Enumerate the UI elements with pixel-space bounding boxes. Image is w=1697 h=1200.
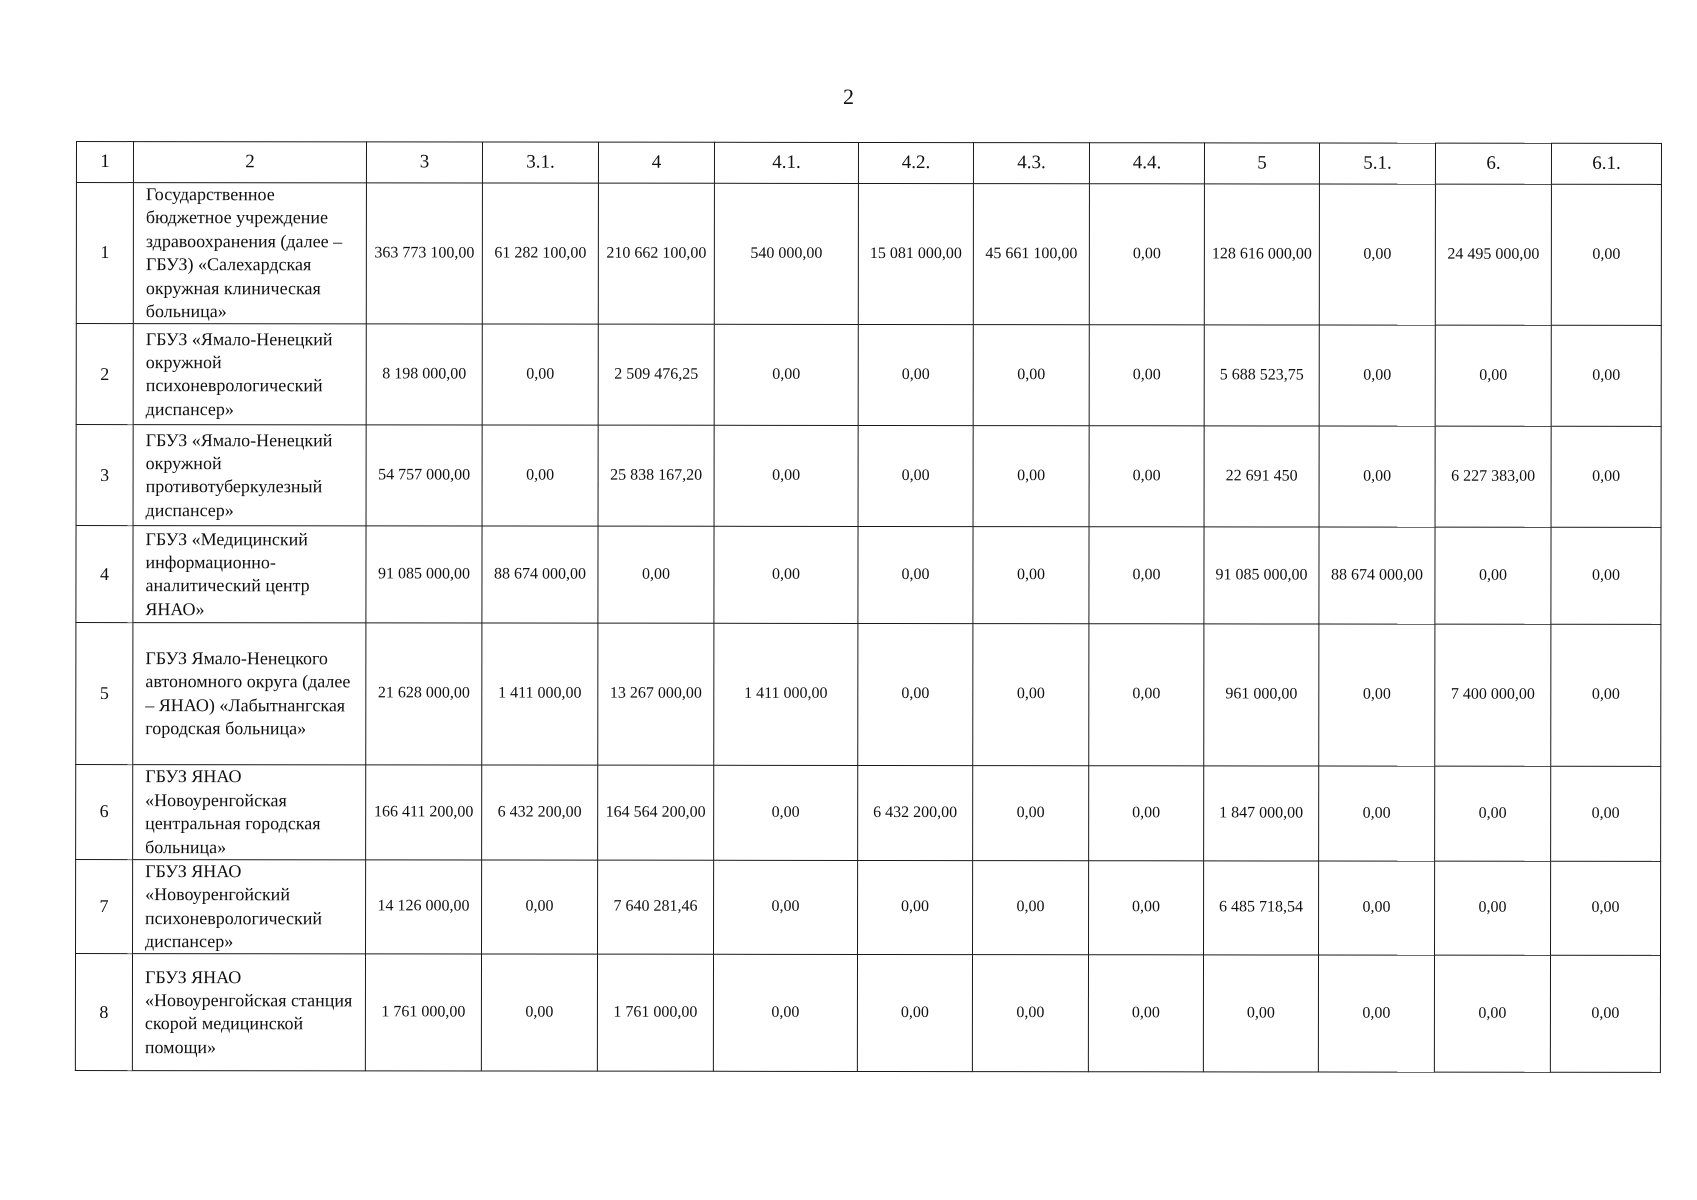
amount-cell: 25 838 167,20 — [598, 425, 714, 526]
amount-cell: 6 432 200,00 — [858, 766, 973, 861]
institution-name: ГБУЗ Ямало-Ненецкого автономного округа (далее – ЯНАО) «Лабытнангская городская больница» — [133, 623, 366, 765]
amount-cell: 1 847 000,00 — [1204, 766, 1319, 861]
column-header: 4.4. — [1089, 143, 1204, 184]
column-header: 4.2. — [858, 142, 973, 183]
amount-cell: 0,00 — [1551, 326, 1661, 427]
institution-name: ГБУЗ ЯНАО «Новоуренгойский психоневрологический диспансер» — [133, 859, 366, 954]
amount-cell: 128 616 000,00 — [1204, 184, 1319, 325]
amount-cell: 88 674 000,00 — [1319, 527, 1435, 624]
row-number: 8 — [75, 954, 132, 1071]
row-number: 7 — [76, 859, 133, 954]
institution-name: ГБУЗ «Медицинский информационно-аналитический центр ЯНАО» — [133, 526, 366, 623]
amount-cell: 0,00 — [1089, 426, 1204, 527]
amount-cell: 0,00 — [1551, 427, 1661, 528]
amount-cell: 0,00 — [1435, 528, 1551, 625]
amount-cell: 45 661 100,00 — [973, 184, 1089, 325]
amount-cell: 0,00 — [972, 955, 1088, 1072]
institution-name: ГБУЗ «Ямало-Ненецкий окружной противотуберкулезный диспансер» — [133, 425, 366, 526]
table-body — [75, 183, 1661, 1073]
amount-cell: 1 411 000,00 — [482, 623, 598, 765]
row-number: 1 — [76, 183, 133, 324]
column-header: 5.1. — [1319, 143, 1435, 184]
column-header: 5 — [1204, 143, 1319, 184]
amount-cell: 0,00 — [1435, 767, 1551, 862]
amount-cell: 88 674 000,00 — [482, 526, 598, 623]
amount-cell: 0,00 — [1319, 184, 1435, 325]
row-number: 4 — [76, 526, 133, 623]
amount-cell: 91 085 000,00 — [1204, 527, 1319, 624]
row-number: 3 — [76, 425, 133, 526]
amount-cell: 961 000,00 — [1204, 624, 1319, 766]
amount-cell: 1 411 000,00 — [714, 624, 858, 766]
column-header: 4.1. — [714, 142, 858, 183]
amount-cell: 54 757 000,00 — [366, 425, 482, 526]
amount-cell: 540 000,00 — [714, 183, 858, 325]
amount-cell: 1 761 000,00 — [365, 954, 481, 1071]
amount-cell: 0,00 — [1434, 956, 1550, 1073]
amount-cell: 22 691 450 — [1204, 426, 1319, 527]
amount-cell: 164 564 200,00 — [598, 765, 714, 860]
institution-name: Государственное бюджетное учреждение здравоохранения (далее – ГБУЗ) «Салехардская окружная клиническая больница» — [133, 183, 366, 325]
amount-cell: 0,00 — [1089, 624, 1204, 766]
column-header: 6. — [1435, 143, 1551, 184]
amount-cell: 0,00 — [714, 527, 858, 624]
amount-cell: 0,00 — [973, 624, 1089, 766]
amount-cell: 0,00 — [1551, 767, 1661, 862]
amount-cell: 0,00 — [1319, 861, 1435, 956]
column-header: 3 — [366, 142, 482, 183]
row-number: 5 — [76, 623, 133, 765]
amount-cell: 0,00 — [858, 624, 973, 766]
institution-name: ГБУЗ ЯНАО «Новоуренгойская станция скорой медицинской помощи» — [132, 954, 365, 1071]
amount-cell: 2 509 476,25 — [598, 324, 714, 425]
amount-cell: 0,00 — [1551, 184, 1661, 325]
table-row — [76, 183, 1661, 326]
amount-cell: 0,00 — [973, 861, 1089, 956]
amount-cell: 7 400 000,00 — [1435, 625, 1551, 767]
amount-cell: 13 267 000,00 — [598, 623, 714, 765]
column-header: 1 — [76, 142, 133, 183]
page-number: 2 — [843, 84, 854, 109]
amount-cell: 0,00 — [1435, 326, 1551, 427]
amount-cell: 0,00 — [1319, 624, 1435, 766]
table-row — [76, 425, 1661, 528]
amount-cell: 0,00 — [714, 426, 858, 527]
amount-cell: 8 198 000,00 — [366, 324, 482, 425]
amount-cell: 0,00 — [482, 860, 598, 955]
amount-cell: 166 411 200,00 — [366, 765, 482, 860]
table-row — [76, 859, 1661, 955]
amount-cell: 0,00 — [1089, 184, 1204, 325]
table-row — [76, 623, 1661, 767]
amount-cell: 15 081 000,00 — [858, 183, 973, 324]
amount-cell: 1 761 000,00 — [597, 955, 713, 1072]
amount-cell: 0,00 — [1319, 325, 1435, 426]
amount-cell: 0,00 — [482, 425, 598, 526]
row-number: 2 — [76, 324, 133, 425]
amount-cell: 6 485 718,54 — [1204, 861, 1319, 956]
amount-cell: 0,00 — [1551, 625, 1661, 767]
table-row — [76, 526, 1661, 625]
column-header: 3.1. — [482, 142, 598, 183]
amount-cell: 0,00 — [714, 766, 858, 861]
amount-cell: 0,00 — [1319, 426, 1435, 527]
column-header: 2 — [133, 142, 366, 183]
amount-cell: 0,00 — [1550, 956, 1660, 1073]
header-row — [76, 142, 1661, 185]
institution-name: ГБУЗ ЯНАО «Новоуренгойская центральная городская больница» — [133, 765, 366, 860]
column-header: 4.3. — [973, 143, 1089, 184]
amount-cell: 0,00 — [973, 527, 1089, 624]
amount-cell: 0,00 — [1203, 955, 1318, 1072]
amount-cell: 0,00 — [1318, 955, 1434, 1072]
row-number: 6 — [76, 765, 133, 860]
amount-cell: 0,00 — [857, 955, 972, 1072]
amount-cell: 0,00 — [1089, 861, 1204, 956]
amount-cell: 0,00 — [858, 860, 973, 955]
column-header: 6.1. — [1551, 143, 1661, 184]
amount-cell: 210 662 100,00 — [598, 183, 714, 324]
amount-cell: 0,00 — [1435, 861, 1551, 956]
table-row — [76, 765, 1661, 861]
amount-cell: 91 085 000,00 — [366, 526, 482, 623]
amount-cell: 0,00 — [713, 955, 857, 1072]
amount-cell: 0,00 — [714, 325, 858, 426]
amount-cell: 14 126 000,00 — [366, 860, 482, 955]
amount-cell: 0,00 — [1089, 766, 1204, 861]
amount-cell: 0,00 — [1089, 325, 1204, 426]
column-header: 4 — [598, 142, 714, 183]
amount-cell: 0,00 — [973, 426, 1089, 527]
amount-cell: 61 282 100,00 — [482, 183, 598, 324]
amount-cell: 5 688 523,75 — [1204, 325, 1319, 426]
amount-cell: 0,00 — [858, 426, 973, 527]
amount-cell: 0,00 — [1088, 955, 1203, 1072]
table-row — [75, 954, 1660, 1073]
amount-cell: 0,00 — [482, 324, 598, 425]
institution-name: ГБУЗ «Ямало-Ненецкий окружной психоневрологический диспансер» — [133, 324, 366, 425]
amount-cell: 0,00 — [1551, 528, 1661, 625]
amount-cell: 7 640 281,46 — [598, 860, 714, 955]
amount-cell: 6 227 383,00 — [1435, 427, 1551, 528]
amount-cell: 0,00 — [481, 954, 597, 1071]
budget-table — [75, 141, 1662, 1073]
amount-cell: 0,00 — [714, 860, 858, 955]
amount-cell: 24 495 000,00 — [1435, 184, 1551, 325]
amount-cell: 0,00 — [1089, 527, 1204, 624]
amount-cell: 0,00 — [598, 526, 714, 623]
amount-cell: 21 628 000,00 — [366, 623, 482, 765]
amount-cell: 0,00 — [1551, 861, 1661, 956]
amount-cell: 0,00 — [858, 527, 973, 624]
amount-cell: 0,00 — [1319, 766, 1435, 861]
table-row — [76, 324, 1661, 427]
amount-cell: 0,00 — [973, 325, 1089, 426]
amount-cell: 363 773 100,00 — [366, 183, 482, 324]
amount-cell: 6 432 200,00 — [482, 765, 598, 860]
amount-cell: 0,00 — [973, 766, 1089, 861]
amount-cell: 0,00 — [858, 325, 973, 426]
